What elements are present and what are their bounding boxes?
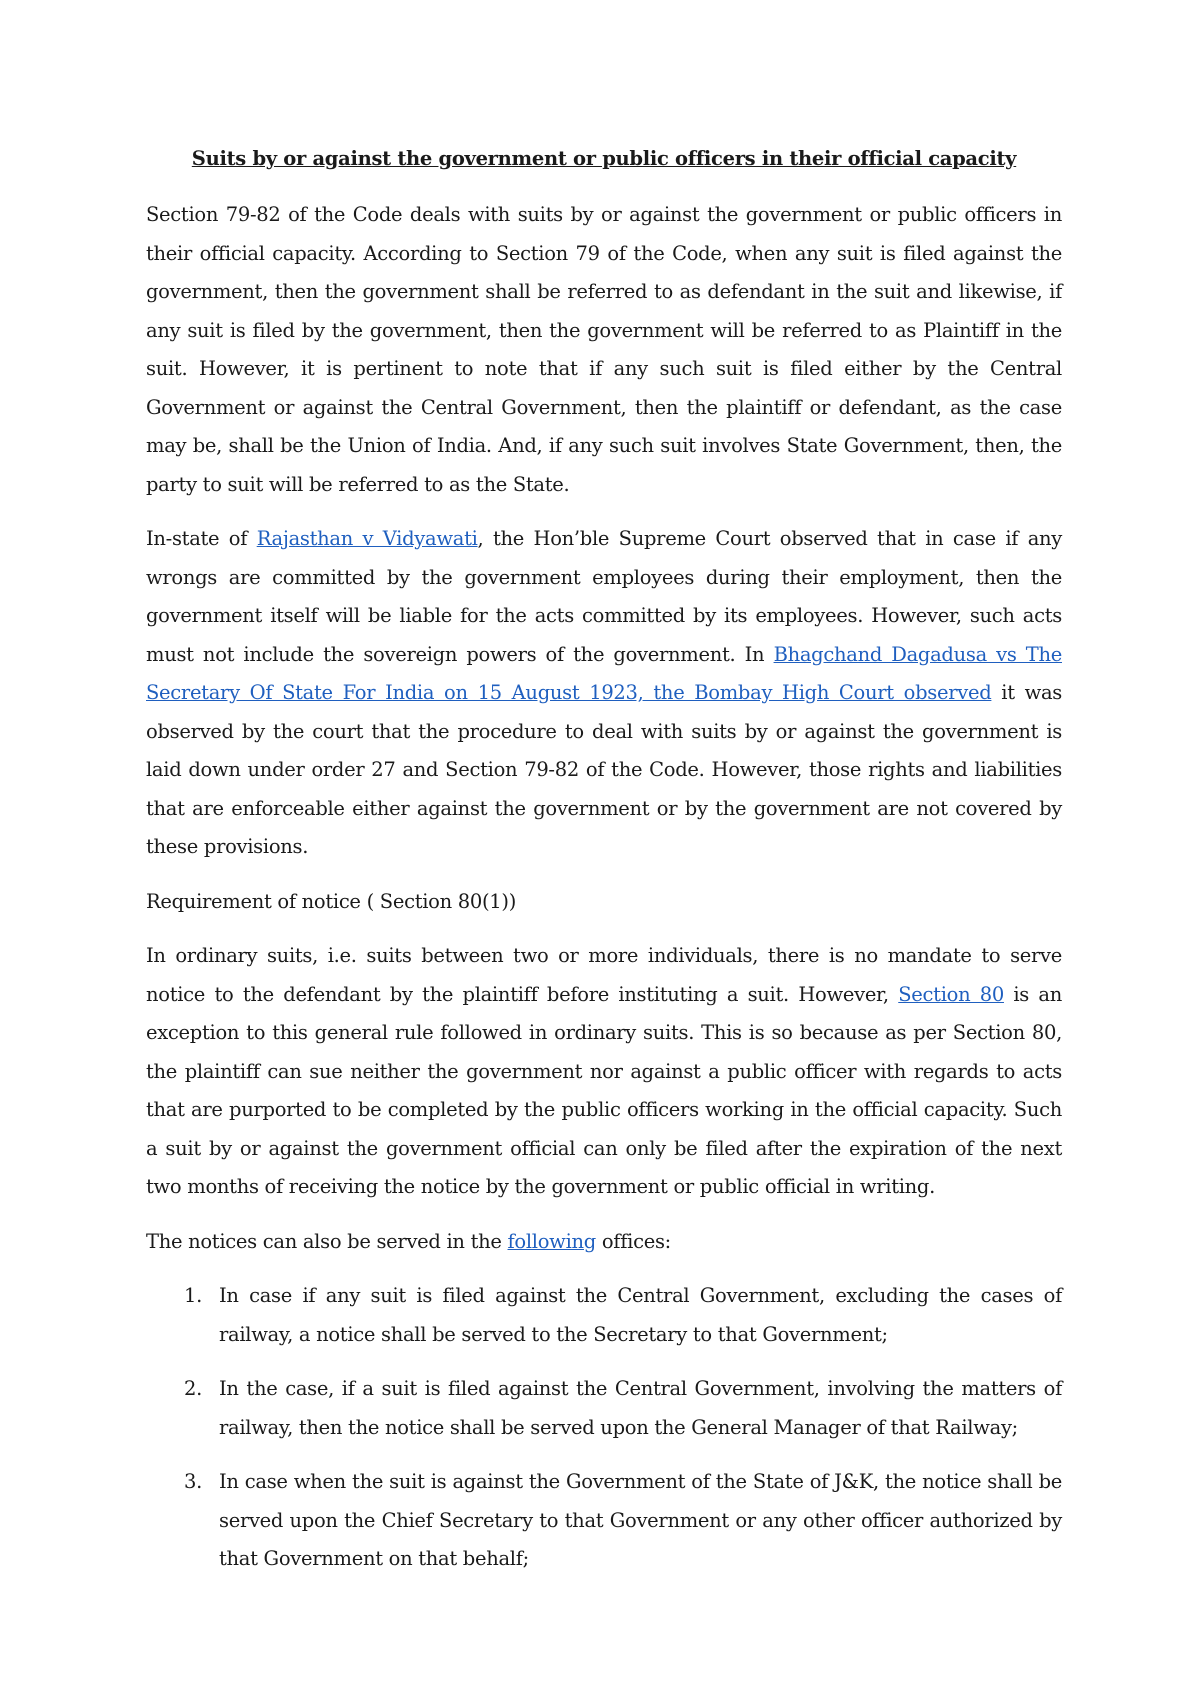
paragraph-section-79: Section 79-82 of the Code deals with suits by or against the government or public officers in their official capacity. According to Section 79 of the Code, when any suit is filed against the government, then the government shall be referred to as defendant in the suit and likewise, if any suit is filed by the government, then the government will be referred to as Plaintiff in the suit. However, it is pertinent to note that if any such suit is filed either by the Central Government or against the Central Government, then the plaintiff or defendant, as the case may be, shall be the Union of India. And, if any such suit involves State Government, then, the party to suit will be referred to as the State. [146,203,1062,496]
list-item [146,1463,1062,1579]
section-heading-notice: Requirement of notice ( Section 80(1)) [146,889,517,913]
paragraph-text: offices: [595,1229,671,1253]
list-number: 3. [184,1470,203,1493]
notice-offices-list [146,1277,1062,1579]
paragraph-text: , the Hon’ble Supreme Court observed that in case if any wrongs are committed by the government employees during their employment, then the government itself will be liable for the acts committed by its employees. However, such acts must not include the sovereign powers of the government. In [146,527,1062,666]
paragraph-text: is an exception to this general rule followed in ordinary suits. This is so because as per Section 80, the plaintiff can sue neither the government nor against a public officer with regards to acts that are purported to be completed by the public officers working in the official capacity. Such a suit by or against the government official can only be filed after the expiration of the next two months of receiving the notice by the government or public official in writing. [146,982,1063,1198]
list-item-text: In the case, if a suit is filed against the Central Government, involving the matters of railway, then the notice shall be served upon the General Manager of that Railway; [219,1377,1062,1439]
list-number: 2. [184,1377,203,1400]
paragraph-notice-offices [146,1223,1062,1262]
paragraph-text: it was observed by the court that the procedure to deal with suits by or against the government is laid down under order 27 and Section 79-82 of the Code. However, those rights and liabilities that are enforceable either against the government or by the government are not covered by these provisions. [146,681,1062,858]
paragraph-vidyawati [146,520,1062,867]
list-item [146,1370,1062,1447]
paragraph-text: In ordinary suits, i.e. suits between two or more individuals, there is no mandate to serve notice to the defendant by the plaintiff before instituting a suit. However, [146,944,1062,1006]
link-bhagchand-dagadusa[interactable]: Bhagchand Dagadusa vs The Secretary Of State For India on 15 August 1923, the Bombay High Court observed [146,642,1062,704]
document-page [146,140,1062,1595]
list-number: 1. [184,1284,203,1307]
paragraph-ordinary-suits [146,937,1062,1207]
list-item-text: In case when the suit is against the Government of the State of J&K, the notice shall be served upon the Chief Secretary to that Government or any other officer authorized by that Government on that behalf; [219,1470,1062,1570]
list-item [146,1277,1062,1354]
paragraph-text: In-state of [146,527,257,550]
document-title: Suits by or against the government or public officers in their official capacity [191,147,1017,170]
paragraph-text: The notices can also be served in the [146,1229,508,1253]
link-following[interactable]: following [507,1229,596,1253]
link-rajasthan-v-vidyawati[interactable]: Rajasthan v Vidyawati [256,527,478,550]
list-item-text: In case if any suit is filed against the Central Government, excluding the cases of railway, a notice shall be served to the Secretary to that Government; [219,1284,1062,1346]
link-section-80[interactable]: Section 80 [898,982,1004,1006]
